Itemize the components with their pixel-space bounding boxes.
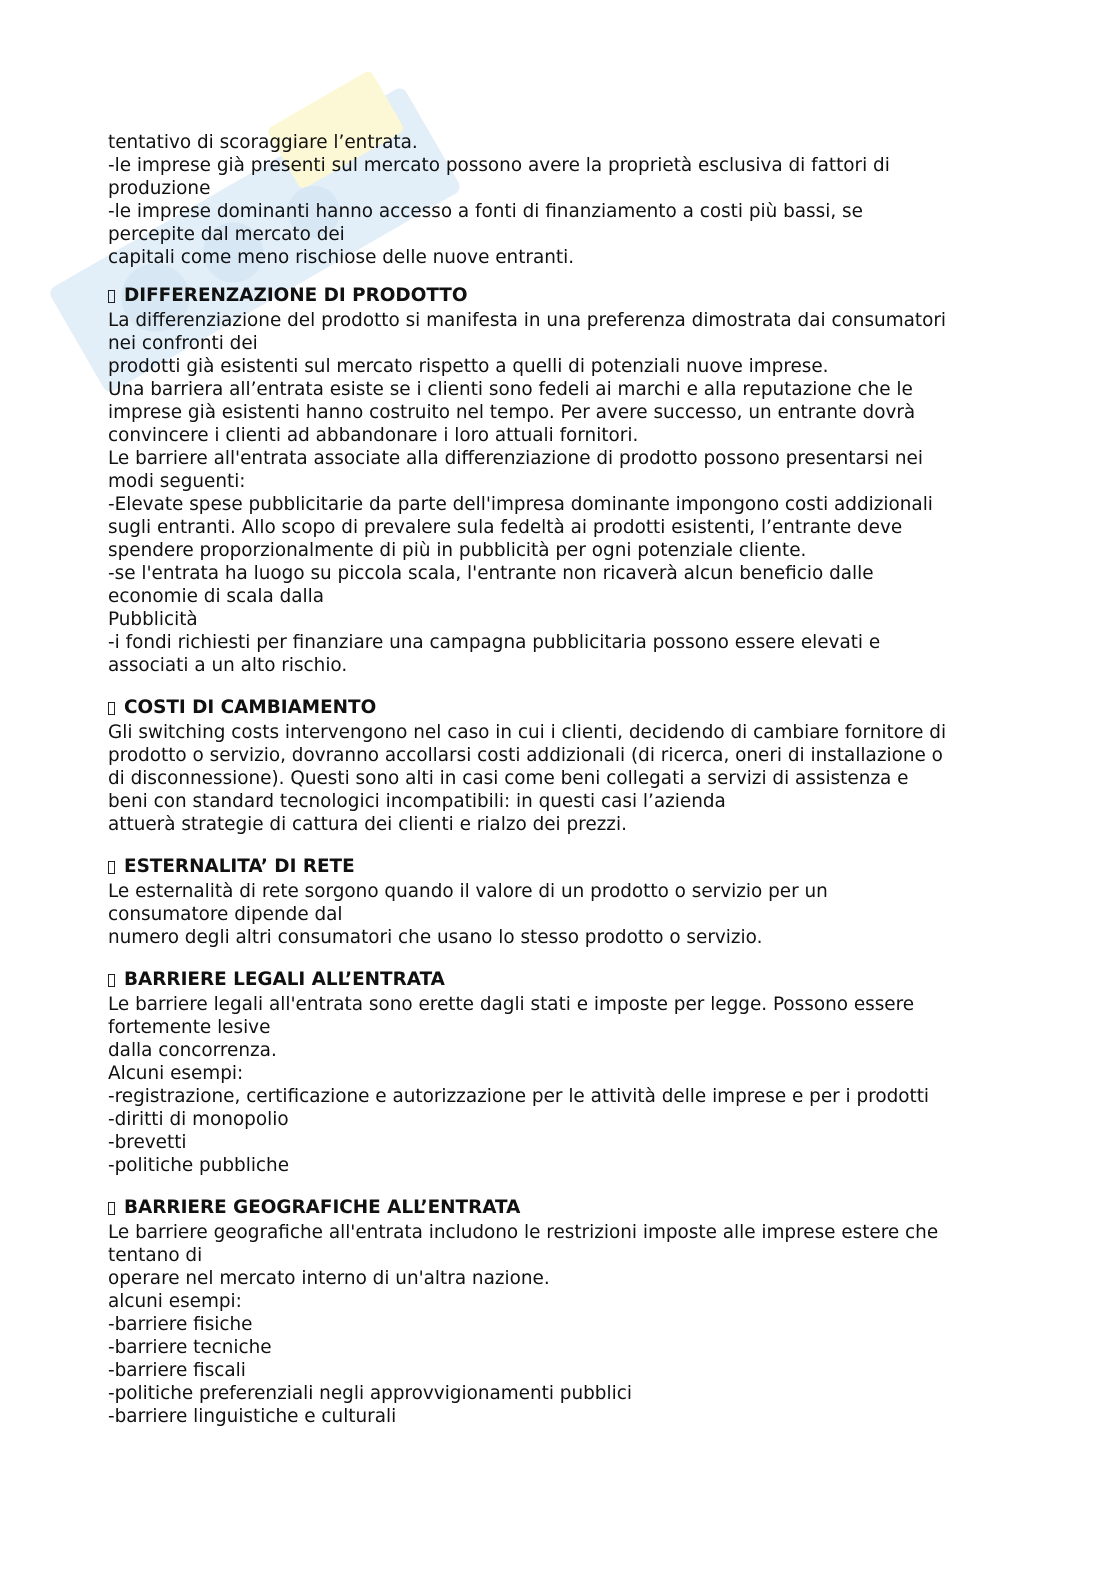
- paragraph-line: Le barriere all'entrata associate alla differenziazione di prodotto possono presentarsi nei: [108, 448, 923, 469]
- paragraph-line: nei confronti dei: [108, 333, 258, 354]
- paragraph-line: -i fondi richiesti per finanziare una campagna pubblicitaria possono essere elevati e: [108, 632, 881, 653]
- section-heading: [108, 1195, 1008, 1221]
- section-differenziazione: [108, 283, 1008, 677]
- paragraph-line: sugli entranti. Allo scopo di prevalere sula fedeltà ai prodotti esistenti, l’entrante deve: [108, 517, 903, 538]
- paragraph-line: prodotti già esistenti sul mercato rispetto a quelli di potenziali nuove imprese.: [108, 356, 829, 377]
- paragraph-line: Le esternalità di rete sorgono quando il valore di un prodotto o servizio per un: [108, 881, 828, 902]
- paragraph-line: Alcuni esempi:: [108, 1063, 244, 1084]
- intro-line: percepite dal mercato dei: [108, 224, 345, 245]
- paragraph-line: -Elevate spese pubblicitarie da parte dell'impresa dominante impongono costi addizionali: [108, 494, 933, 515]
- section-barriere-geografiche: [108, 1195, 1008, 1428]
- paragraph-line: dalla concorrenza.: [108, 1040, 277, 1061]
- paragraph-line: La differenziazione del prodotto si manifesta in una preferenza dimostrata dai consumatori: [108, 310, 947, 331]
- bullet-box-icon: [108, 702, 115, 715]
- paragraph-line: consumatore dipende dal: [108, 904, 343, 925]
- paragraph-line: -barriere fiscali: [108, 1360, 246, 1381]
- paragraph-line: economie di scala dalla: [108, 586, 325, 607]
- bullet-box-icon: [108, 1202, 115, 1215]
- paragraph-line: -politiche pubbliche: [108, 1155, 290, 1176]
- paragraph-line: alcuni esempi:: [108, 1291, 242, 1312]
- heading-text: BARRIERE GEOGRAFICHE ALL’ENTRATA: [124, 1197, 521, 1218]
- section-heading: [108, 854, 1008, 880]
- section-esternalita: [108, 854, 1008, 949]
- intro-block: [108, 131, 1008, 269]
- paragraph-line: beni con standard tecnologici incompatibili: in questi casi l’azienda: [108, 791, 726, 812]
- paragraph-line: -barriere fisiche: [108, 1314, 253, 1335]
- paragraph-line: Una barriera all’entrata esiste se i clienti sono fedeli ai marchi e alla reputazione che le: [108, 379, 913, 400]
- bullet-box-icon: [108, 974, 115, 987]
- paragraph-line: convincere i clienti ad abbandonare i loro attuali fornitori.: [108, 425, 639, 446]
- paragraph-line: numero degli altri consumatori che usano lo stesso prodotto o servizio.: [108, 927, 763, 948]
- bullet-box-icon: [108, 290, 115, 303]
- section-heading: [108, 695, 1008, 721]
- paragraph-line: tentano di: [108, 1245, 203, 1266]
- paragraph-line: -politiche preferenziali negli approvvigionamenti pubblici: [108, 1383, 632, 1404]
- paragraph-line: Gli switching costs intervengono nel caso in cui i clienti, decidendo di cambiare fornitore di: [108, 722, 947, 743]
- intro-line: capitali come meno rischiose delle nuove entranti.: [108, 247, 575, 268]
- paragraph-line: -se l'entrata ha luogo su piccola scala, l'entrante non ricaverà alcun beneficio dalle: [108, 563, 874, 584]
- paragraph-line: attuerà strategie di cattura dei clienti e rialzo dei prezzi.: [108, 814, 627, 835]
- intro-line: produzione: [108, 178, 211, 199]
- paragraph-line: -brevetti: [108, 1132, 187, 1153]
- paragraph-line: -diritti di monopolio: [108, 1109, 289, 1130]
- section-costi-cambiamento: [108, 695, 1008, 836]
- paragraph-line: Le barriere legali all'entrata sono erette dagli stati e imposte per legge. Possono essere: [108, 994, 915, 1015]
- paragraph-line: prodotto o servizio, dovranno accollarsi costi addizionali (di ricerca, oneri di installazione o: [108, 745, 943, 766]
- heading-text: DIFFERENZAZIONE DI PRODOTTO: [124, 285, 468, 306]
- paragraph-line: Pubblicità: [108, 609, 198, 630]
- paragraph-line: imprese già esistenti hanno costruito nel tempo. Per avere successo, un entrante dovrà: [108, 402, 916, 423]
- intro-line: tentativo di scoraggiare l’entrata.: [108, 132, 418, 153]
- paragraph-line: associati a un alto rischio.: [108, 655, 348, 676]
- paragraph-line: -barriere tecniche: [108, 1337, 272, 1358]
- paragraph-line: modi seguenti:: [108, 471, 246, 492]
- paragraph-line: fortemente lesive: [108, 1017, 271, 1038]
- document-body: [108, 131, 1008, 1428]
- paragraph-line: spendere proporzionalmente di più in pubblicità per ogni potenziale cliente.: [108, 540, 807, 561]
- heading-text: ESTERNALITA’ DI RETE: [124, 856, 355, 877]
- bullet-box-icon: [108, 861, 115, 874]
- section-heading: [108, 283, 1008, 309]
- section-barriere-legali: [108, 967, 1008, 1177]
- heading-text: BARRIERE LEGALI ALL’ENTRATA: [124, 969, 445, 990]
- paragraph-line: operare nel mercato interno di un'altra nazione.: [108, 1268, 550, 1289]
- paragraph-line: di disconnessione). Questi sono alti in casi come beni collegati a servizi di assistenza e: [108, 768, 909, 789]
- section-heading: [108, 967, 1008, 993]
- intro-line: -le imprese già presenti sul mercato possono avere la proprietà esclusiva di fattori di: [108, 155, 890, 176]
- paragraph-line: -registrazione, certificazione e autorizzazione per le attività delle imprese e per i prodotti: [108, 1086, 930, 1107]
- paragraph-line: -barriere linguistiche e culturali: [108, 1406, 397, 1427]
- paragraph-line: Le barriere geografiche all'entrata includono le restrizioni imposte alle imprese estere che: [108, 1222, 939, 1243]
- heading-text: COSTI DI CAMBIAMENTO: [124, 697, 377, 718]
- intro-line: -le imprese dominanti hanno accesso a fonti di finanziamento a costi più bassi, se: [108, 201, 863, 222]
